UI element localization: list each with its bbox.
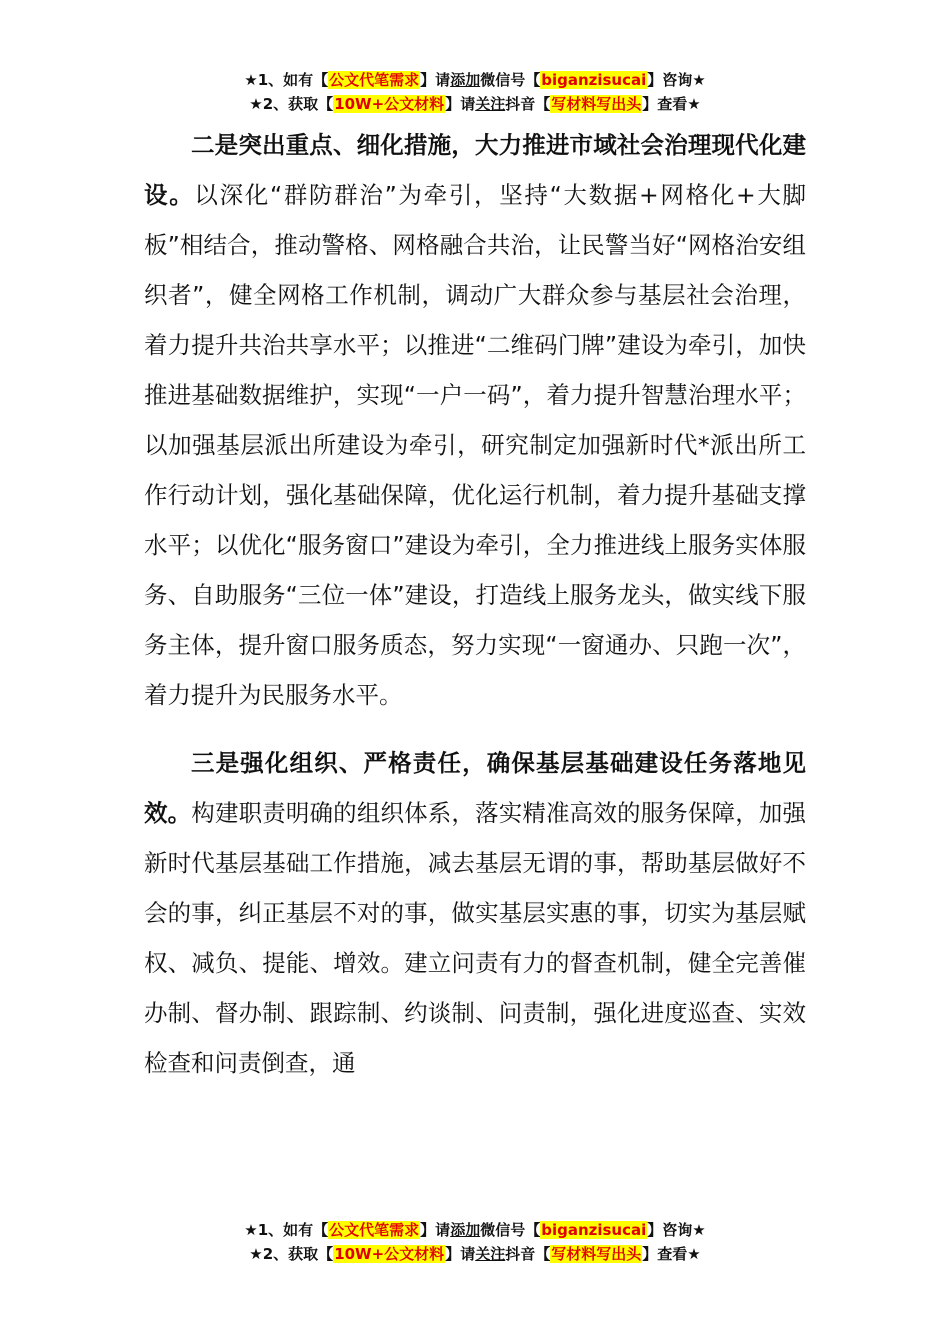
banner-line-1: ★1、如有【公文代笔需求】请添加微信号【biganzisucai】咨询★ bbox=[244, 1221, 706, 1239]
paragraph-2 bbox=[144, 120, 806, 720]
highlight-wechat-id: biganzisucai bbox=[541, 71, 647, 89]
highlight-materials: 10W+公文材料 bbox=[334, 95, 445, 113]
banner-line-1: ★1、如有【公文代笔需求】请添加微信号【biganzisucai】咨询★ bbox=[244, 71, 706, 89]
header-banner bbox=[0, 68, 950, 116]
paragraph-3 bbox=[144, 738, 806, 1088]
banner-line-2: ★2、获取【10W+公文材料】请关注抖音【写材料写出头】查看★ bbox=[249, 1245, 701, 1263]
highlight-service: 公文代笔需求 bbox=[329, 1221, 420, 1239]
highlight-douyin: 写材料写出头 bbox=[551, 95, 642, 113]
highlight-wechat-id: biganzisucai bbox=[541, 1221, 647, 1239]
paragraph-text: 以深化“群防群治”为牵引，坚持“大数据+网格化+大脚板”相结合，推动警格、网格融合共治，让民警当好“网格治安组织者”，健全网格工作机制，调动广大群众参与基层社会治理，着力提升共治共享水平；以推进“二维码门牌”建设为牵引，加快推进基础数据维护，实现“一户一码”，着力提升智慧治理水平；以加强基层派出所建设为牵引，研究制定加强新时代*派出所工作行动计划，强化基础保障，优化运行机制，着力提升基础支撑水平；以优化“服务窗口”建设为牵引，全力推进线上服务实体服务、自助服务“三位一体”建设，打造线上服务龙头，做实线下服务主体，提升窗口服务质态，努力实现“一窗通办、只跑一次”，着力提升为民服务水平。 bbox=[144, 181, 807, 709]
paragraph-lead: 三是强化组织、严格责任，确保基层基础建设任务落地见效。 bbox=[144, 749, 806, 827]
footer-banner bbox=[0, 1218, 950, 1266]
banner-line-2: ★2、获取【10W+公文材料】请关注抖音【写材料写出头】查看★ bbox=[249, 95, 701, 113]
highlight-douyin: 写材料写出头 bbox=[551, 1245, 642, 1263]
highlight-service: 公文代笔需求 bbox=[329, 71, 420, 89]
paragraph-lead: 二是突出重点、细化措施，大力推进市域社会治理现代化建设。 bbox=[144, 131, 806, 209]
highlight-materials: 10W+公文材料 bbox=[334, 1245, 445, 1263]
paragraph-text: 构建职责明确的组织体系，落实精准高效的服务保障，加强新时代基层基础工作措施，减去基层无谓的事，帮助基层做好不会的事，纠正基层不对的事，做实基层实惠的事，切实为基层赋权、减负、提能、增效。建立问责有力的督查机制，健全完善催办制、督办制、跟踪制、约谈制、问责制，强化进度巡查、实效检查和问责倒查，通 bbox=[144, 799, 806, 1077]
document-body bbox=[144, 120, 806, 1088]
